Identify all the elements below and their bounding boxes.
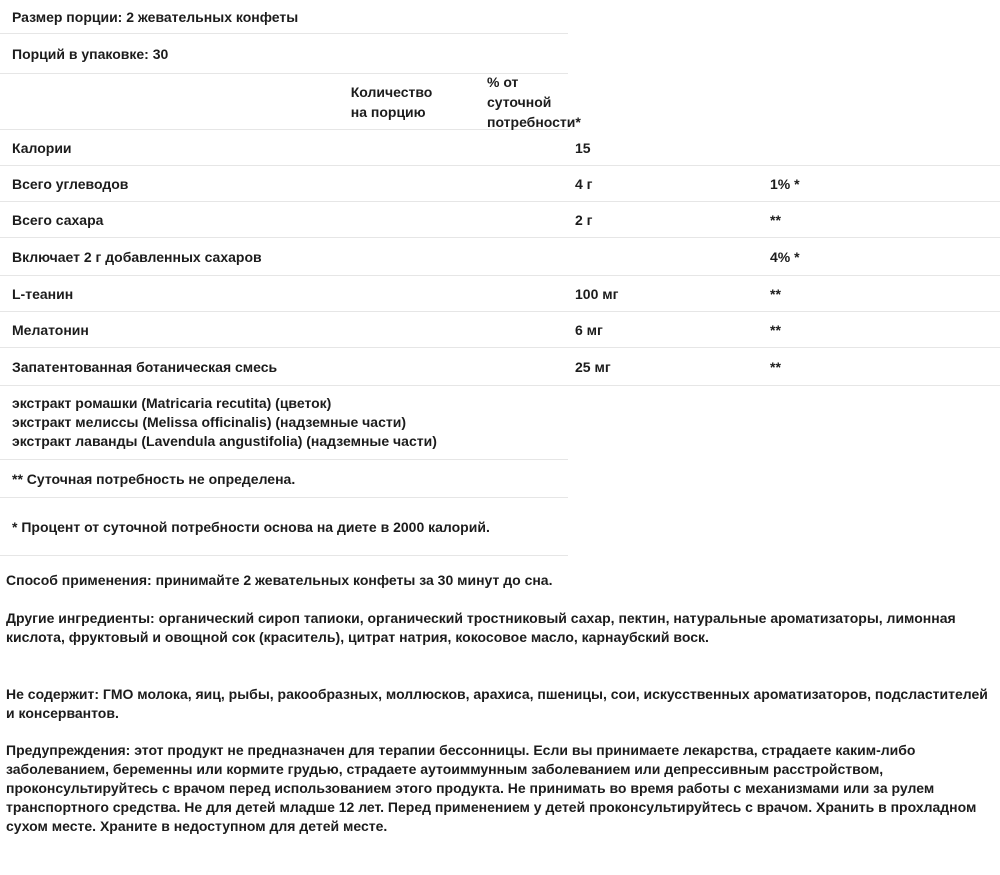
- serving-size: Размер порции: 2 жевательных конфеты: [12, 8, 299, 25]
- footnote-single: * Процент от суточной потребности основа на диете в 2000 калорий.: [12, 518, 490, 535]
- nutrient-dv: **: [770, 211, 781, 228]
- footnote-single-row: [0, 498, 568, 556]
- nutrient-amount: 25 мг: [575, 358, 611, 375]
- other-ingredients: Другие ингредиенты: органический сироп тапиоки, органический тростниковый сахар, пектин, натуральные ароматизаторы, лимонная кислота, фруктовый и овощной сок (краситель), цитрат натрия, кокосовое масло, карнаубский воск.: [6, 610, 956, 645]
- nutrient-name: Мелатонин: [12, 321, 89, 338]
- nutrient-name: Всего углеводов: [12, 175, 129, 192]
- herb-item: экстракт ромашки (Matricaria recutita) (цветок): [12, 395, 332, 411]
- table-row: [0, 348, 1000, 386]
- table-row: [0, 238, 1000, 276]
- table-header-row: [0, 73, 581, 130]
- nutrient-name: Запатентованная ботаническая смесь: [12, 358, 278, 375]
- nutrient-amount: 100 мг: [575, 285, 619, 302]
- nutrient-dv: 1% *: [770, 175, 800, 192]
- nutrient-name: L-теанин: [12, 285, 74, 302]
- table-row: [0, 276, 1000, 312]
- nutrient-amount: 4 г: [575, 175, 593, 192]
- header-amount: Количество на порцию: [350, 83, 433, 120]
- nutrient-dv: **: [770, 285, 781, 302]
- nutrient-dv: **: [770, 358, 781, 375]
- herb-item: экстракт лаванды (Lavendula angustifolia) (надземные части): [12, 433, 437, 449]
- does-not-contain: Не содержит: ГМО молока, яиц, рыбы, ракообразных, моллюсков, арахиса, пшеницы, сои, искусственных ароматизаторов, подсластителей и консервантов.: [6, 686, 988, 721]
- header-dv: % от суточной потребности*: [487, 73, 581, 130]
- table-row: [0, 202, 1000, 238]
- servings-per-container-row: [0, 34, 568, 74]
- serving-size-row: [0, 0, 568, 34]
- footnote-double-row: [0, 460, 568, 498]
- table-row: [0, 130, 1000, 166]
- nutrient-name: Включает 2 г добавленных сахаров: [12, 248, 262, 265]
- nutrient-dv: 4% *: [770, 248, 800, 265]
- supplement-facts-table: [0, 0, 581, 130]
- herb-list: [0, 394, 567, 451]
- directions: Способ применения: принимайте 2 жевательных конфеты за 30 минут до сна.: [6, 572, 553, 588]
- footnote-double: ** Суточная потребность не определена.: [12, 470, 296, 487]
- nutrient-amount: 15: [575, 139, 591, 156]
- warnings: Предупреждения: этот продукт не предназначен для терапии бессонницы. Если вы принимаете лекарства, страдаете каким-либо заболеванием, беременны или кормите грудью, страдаете аутоиммунным заболеванием или депрессивным расстройством, проконсультируйтесь с врачом перед использованием этого продукта. Не принимать во время работы с механизмами или за рулем транспортного средства. Не для детей младше 12 лет. Перед применением у детей проконсультируйтесь с врачом. Хранить в прохладном сухом месте. Храните в недоступном для детей месте.: [6, 742, 977, 834]
- nutrient-amount: 6 мг: [575, 321, 603, 338]
- table-row: [0, 166, 1000, 202]
- herb-item: экстракт мелиссы (Melissa officinalis) (надземные части): [12, 414, 406, 430]
- servings-per-container: Порций в упаковке: 30: [12, 45, 169, 62]
- table-row: [0, 312, 1000, 348]
- nutrient-name: Всего сахара: [12, 211, 104, 228]
- nutrient-rows: [0, 130, 1000, 556]
- nutrient-name: Калории: [12, 139, 72, 156]
- nutrient-dv: **: [770, 321, 781, 338]
- nutrient-amount: 2 г: [575, 211, 593, 228]
- herbal-blend-row: [0, 386, 568, 460]
